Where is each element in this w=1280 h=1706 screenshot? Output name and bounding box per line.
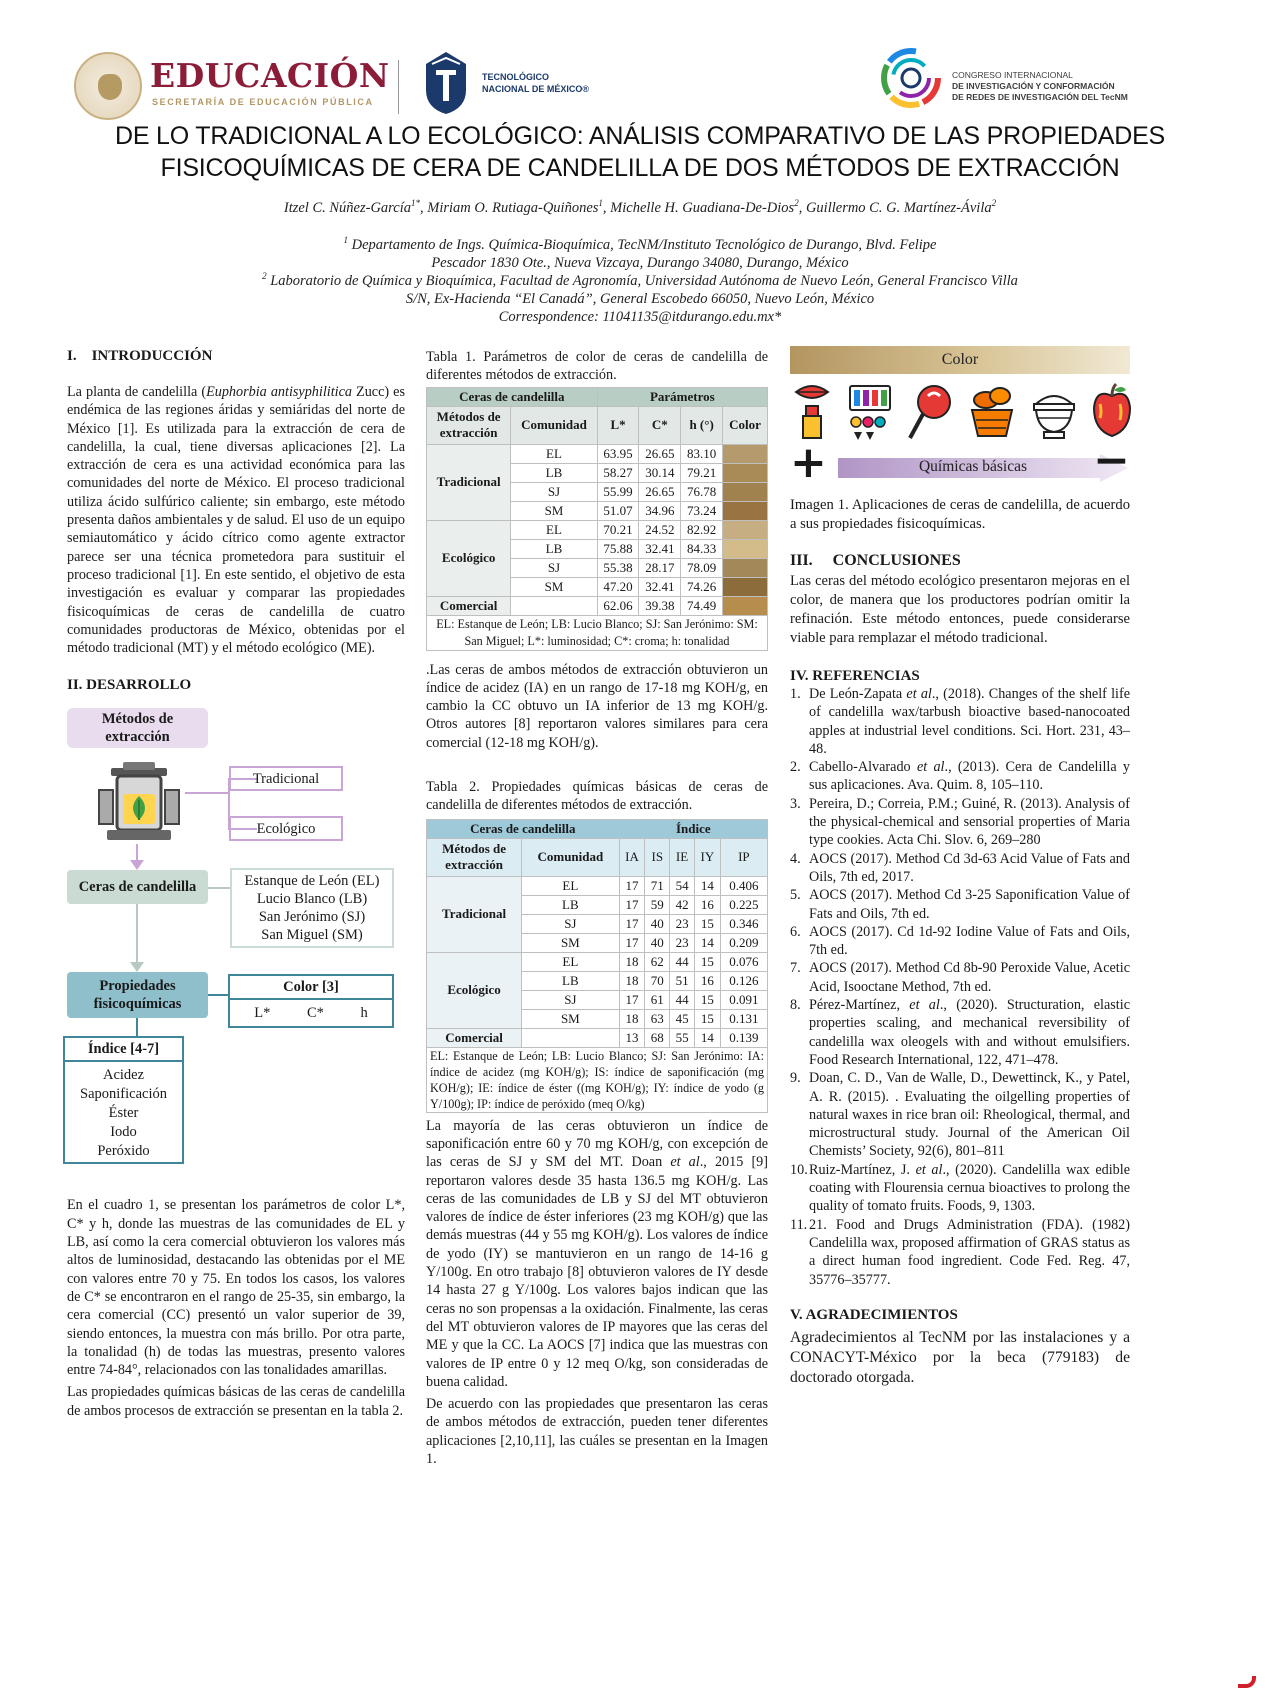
table-cell: LB [522,895,619,914]
table1-header: Métodos de extracción [427,406,511,444]
tradicional-box: Tradicional [229,766,343,791]
table-row [427,596,768,615]
table1-caption: Tabla 1. Parámetros de color de ceras de candelilla de diferentes métodos de extracción. [426,349,768,384]
bread-basket-icon [968,382,1016,442]
table-cell: 14 [694,933,720,952]
table-row [427,444,768,463]
methods-diagram [67,708,407,1168]
table-cell: EL [511,520,597,539]
intro-paragraph: La planta de candelilla (Euphorbia antisyphilitica Zucc) es endémica de las regiones áridas y semiáridas del norte de México [1]. Es utilizada para la extracción de cera de candelilla, la cual, tiene diversas aplicaciones [2]. La extracción de cera es una actividad económica para las comunidades del norte de México. El proceso tradicional utiliza ácido sulfúrico caliente; sin embargo, este método presenta daños ambientales y de salud. El uso de un equipo semiautomático y ácido cítrico como agente extractor parece ser una técnica prometedora para sustituir el proceso tradicional [1]. En este sentido, el objetivo de esta investigación es evaluar y comparar las propiedades fisicoquímicas de ceras de candelilla de cuatro comunidades productoras de México, obtenidas por el método tradicional (MT) y el método ecológico (ME). [67,384,405,657]
tecnm-logo-text: TECNOLÓGICO NACIONAL DE MÉXICO® [482,72,589,94]
color-param: h [360,1005,368,1022]
reference-item: 7. AOCS (2017). Method Cd 8b-90 Peroxide Value, Acetic Acid, Isooctane Method, 7th ed. [790,960,1130,995]
table-row [427,520,768,539]
table1-header: C* [639,406,681,444]
propiedades-box: Propiedades fisicoquímicas [67,972,208,1018]
table2-header: Índice [619,819,767,838]
table-cell: 0.406 [720,876,767,895]
table-cell: 39.38 [639,596,681,615]
table2-header: IA [619,838,645,876]
table-cell: SJ [522,914,619,933]
table-cell: EL [522,952,619,971]
indice-item: Iodo [110,1124,137,1141]
table2-indices [426,819,768,1048]
table-cell: SM [522,1009,619,1028]
table1-color [426,387,768,616]
color-swatch [723,463,768,482]
table-cell: 32.41 [639,577,681,596]
table-cell: 34.96 [639,501,681,520]
color-swatch [723,577,768,596]
table-row [427,952,768,971]
table-cell: 44 [670,990,695,1009]
table-cell: 70 [645,971,670,990]
table-cell: 40 [645,914,670,933]
table-cell: 63.95 [597,444,639,463]
arrow-down-icon [130,962,144,972]
minus-sign: − [1093,435,1130,486]
color-swatch [723,444,768,463]
table-cell: 26.65 [639,444,681,463]
color-gradient-bar: Color [790,346,1130,374]
ecologico-box: Ecológico [229,816,343,841]
table-cell: SM [511,577,597,596]
table-cell: EL [511,444,597,463]
table-cell: 15 [694,952,720,971]
table-cell: 44 [670,952,695,971]
table2-header: IE [670,838,695,876]
table-cell: 78.09 [681,558,723,577]
table2-header: IS [645,838,670,876]
congress-logo-icon [881,46,941,112]
table-cell: 54 [670,876,695,895]
table-cell: 61 [645,990,670,1009]
dish-icon [1030,382,1078,442]
table-cell: SM [522,933,619,952]
connector [136,904,138,966]
table-cell: 45 [670,1009,695,1028]
references-heading: IV. REFERENCIAS [790,668,920,684]
table-cell: 55.38 [597,558,639,577]
table-cell: 47.20 [597,577,639,596]
indice-box [63,1036,184,1164]
apple-icon [1090,382,1134,442]
table-cell: SJ [511,482,597,501]
table1-group: Tradicional [427,444,511,520]
table-cell: 82.92 [681,520,723,539]
ack-text: Agradecimientos al TecNM por las instalaciones y a CONACYT-México por la beca (779183) de doctorado otorgada. [790,1328,1130,1386]
table-cell: LB [511,463,597,482]
table-cell: 79.21 [681,463,723,482]
table-cell: 30.14 [639,463,681,482]
table2-group: Ecológico [427,952,522,1028]
reference-item: 3. Pereira, D.; Correia, P.M.; Guiné, R. (2013). Analysis of the physical-chemical and sensorial properties of Maria type cookies. Acta Chi. Slov. 6, 269–280 [790,795,1130,849]
table1-header: Parámetros [597,387,767,406]
table-cell: 51.07 [597,501,639,520]
table-cell: 14 [694,1028,720,1047]
table-cell: 18 [619,1009,645,1028]
poster-title: DE LO TRADICIONAL A LO ECOLÓGICO: ANÁLISIS COMPARATIVO DE LAS PROPIEDADES FISICOQUÍMICAS DE CERA DE CANDELILLA DE DOS MÉTODOS DE EXTRACCIÓN [114,122,1166,182]
table-cell: 17 [619,914,645,933]
table-row [427,876,768,895]
table-cell: 73.24 [681,501,723,520]
header-logos [74,46,1220,126]
table-cell: 84.33 [681,539,723,558]
color-swatch [723,539,768,558]
table2-group: Tradicional [427,876,522,952]
sep-logo-text: EDUCACIÓN [150,56,390,95]
indice-box-title: Índice [4-7] [65,1038,182,1062]
color-swatch [723,596,768,615]
table-cell: 32.41 [639,539,681,558]
cosmetics-icon [846,382,894,442]
table-cell: EL [522,876,619,895]
author-list: Itzel C. Núñez-García$^{1*}$, Miriam O. Rutiaga-Quiñones$^1$, Michelle H. Guadiana-De-Dios$^2$, Guillermo C. G. Martínez-Ávila$^2$ [283,198,997,216]
table-cell: 0.209 [720,933,767,952]
sep-logo-subtitle: SECRETARÍA DE EDUCACIÓN PÚBLICA [152,97,374,107]
table-cell: SJ [522,990,619,1009]
indice-item: Acidez [102,1067,145,1084]
table-cell: 17 [619,876,645,895]
table2-header: Métodos de extracción [427,838,522,876]
affiliations: $^1$ Departamento de Ings. Química-Bioquímica, TecNM/Instituto Tecnológico de Durango, Blvd. Felipe Pescador 1830 Ote., Nueva Vizcaya, Durango 34080, Durango, México $^2$ Laboratorio de Química y Bioquímica, Facultad de Agronomía, Universidad Autónoma de Nuevo León, General Francisco Villa S/N, Ex-Hacienda “El Canadá”, General Escobedo 66050, Nuevo León, México Correspondence: 11041135@itdurango.edu.mx* [160,236,1120,326]
aplicaciones-paragraph: De acuerdo con las propiedades que presentaron las ceras de ambos métodos de extracción, pueden tener diferentes aplicaciones [2,10,11], las cuáles se presentan en la Imagen 1. [426,1396,768,1468]
reference-item: 8. Pérez-Martínez, et al., (2020). Structuration, elastic properties scaling, and mechanical reversibility of candelilla wax oleogels with and without emulsifiers. Food Research International, 122, 471–478. [790,997,1130,1068]
table-cell: 17 [619,895,645,914]
color-box-title: Color [3] [230,976,392,1000]
table2-note: EL: Estanque de León; LB: Lucio Blanco; SJ: San Jerónimo: IA: índice de acidez (mg KOH/g); IS: índice de saponificación (mg KOH/g); IE: índice de éster ((mg KOH/g); IY: índice de yodo (g Y/100g); IP: índice de peróxido (meq O/kg) [426,1048,768,1113]
column-left [67,348,405,1420]
table2-caption: Tabla 2. Propiedades químicas básicas de ceras de candelilla de diferentes métodos de extracción. [426,779,768,814]
table-cell: 16 [694,971,720,990]
table-cell: LB [522,971,619,990]
ceras-box: Ceras de candelilla [67,870,208,904]
connector [136,1018,138,1036]
table-cell: LB [511,539,597,558]
comunidades-box: Estanque de León (EL) Lucio Blanco (LB) San Jerónimo (SJ) San Miguel (SM) [230,868,394,948]
table-cell: 55 [670,1028,695,1047]
saponificacion-paragraph: La mayoría de las ceras obtuvieron un índice de saponificación entre 60 y 70 mg KOH/g, con excepción de las ceras de SJ y SM del MT. Doan et al., 2015 [9] reportaron valores desde 35 hasta 136.5 mg KOH/g. Las ceras de las comunidades de LB y SJ del MT obtuvieron valores de índice de éster inferiores (23 mg KOH/g) que las demás muestras (44 y 55 mg KOH/g). Los valores de índice de yodo (IY) se mantuvieron en un rango de 14-16 g Y/100g. En otro trabajo [8] obtuvieron valores de IY desde 14 hasta 27 g Y/100g. Los valores bajos indican que las ceras no son propensas a la oxidación. Finalmente, las ceras del MT obtuvieron valores de IP mayores que las ceras del ME y que la CC. La AOCS [7] indica que las muestras con valores de IP entre 0 y 12 meq O/kg, son consideradas de buena calidad. [426,1117,768,1390]
table-cell: 51 [670,971,695,990]
tecnm-logo-icon [422,50,470,116]
congress-logo-text: CONGRESO INTERNACIONAL DE INVESTIGACIÓN Y CONFORMACIÓN DE REDES DE INVESTIGACIÓN DEL TecNM [952,70,1128,102]
methods-box: Métodos de extracción [67,708,208,748]
table-cell: 26.65 [639,482,681,501]
table-cell: 23 [670,933,695,952]
table-cell: 63 [645,1009,670,1028]
color-swatch [723,558,768,577]
table-cell: 70.21 [597,520,639,539]
arrow-down-icon [130,860,144,870]
table-cell: 16 [694,895,720,914]
table1-header: h (°) [681,406,723,444]
reference-item: 9. Doan, C. D., Van de Walle, D., Dewettinck, K., y Patel, A. R. (2015). . Evaluating the oilgelling properties of natural waxes in rice bran oil: Rheological, thermal, and microstructural study. Journal of the American Oil Chemists’ Society, 92(6), 801–811 [790,1070,1130,1160]
indice-item: Peróxido [97,1143,150,1160]
table2-header: Comunidad [522,838,619,876]
column-center [426,348,768,1468]
table-cell: 17 [619,933,645,952]
table-cell: 40 [645,933,670,952]
table2-header: Ceras de candelilla [427,819,620,838]
table-cell: 18 [619,971,645,990]
desarrollo-paragraph-2: Las propiedades químicas básicas de las ceras de candelilla de ambos procesos de extracción se presentan en la tabla 2. [67,1384,405,1419]
table1-header: Ceras de candelilla [427,387,598,406]
connector [208,994,228,996]
corner-mark-icon [1238,1676,1256,1688]
header-divider [398,60,399,114]
references-list [790,685,1130,1289]
table1-group: Ecológico [427,520,511,596]
color-param: L* [254,1005,271,1022]
table1-header: Color [723,406,768,444]
plus-sign: + [790,437,827,488]
conclusions-heading: III. CONCLUSIONES [790,552,961,569]
table2-header: IY [694,838,720,876]
color-swatch [723,482,768,501]
table-cell: 15 [694,1009,720,1028]
reference-item: 10. Ruiz-Martínez, J. et al., (2020). Candelilla wax edible coating with Flourensia cernua bioactives to prolong the quality of tomato fruits. Foods, 9, 1303. [790,1161,1130,1215]
table1-note: EL: Estanque de León; LB: Lucio Blanco; SJ: San Jerónimo: SM: San Miguel; L*: luminosidad; C*: croma; h: tonalidad [426,616,768,651]
color-box [228,974,394,1028]
acidez-paragraph: .Las ceras de ambos métodos de extracción obtuvieron un índice de acidez (IA) en un rango de 17-18 mg KOH/g, en cambio la CC obtuvo un IA inferior de 13 mg KOH/g. Otros autores [8] reportaron valores similares para cera comercial (12-18 mg KOH/g). [426,661,768,751]
image1-caption: Imagen 1. Aplicaciones de ceras de candelilla, de acuerdo a sus propiedades fisicoquímicas. [790,497,1130,532]
applications-icons [790,382,1130,446]
table-cell: 83.10 [681,444,723,463]
intro-heading: I. INTRODUCCIÓN [67,348,213,364]
connector [208,887,230,889]
table-cell: 59 [645,895,670,914]
table-cell: 15 [694,990,720,1009]
reference-item: 2. Cabello-Alvarado et al., (2013). Cera de Candelilla y sus aplicaciones. Ava. Quim. 8, 105–110. [790,759,1131,794]
column-right [790,346,1130,1388]
reference-item: 1. De León-Zapata et al., (2018). Changes of the shelf life of candelilla wax/tarbush bioactive based-nanocoated apples at industrial level conditions. Sci. Hort. 231, 43–48. [790,686,1130,757]
table-cell: 74.49 [681,596,723,615]
table-cell: 13 [619,1028,645,1047]
connector [185,792,229,794]
table-cell: 0.126 [720,971,767,990]
table-cell: 0.131 [720,1009,767,1028]
color-swatch [723,520,768,539]
table-cell: 42 [670,895,695,914]
mexico-seal-icon [74,52,142,120]
table-cell: 62 [645,952,670,971]
table-cell: 24.52 [639,520,681,539]
table-cell: 68 [645,1028,670,1047]
table-cell: 0.076 [720,952,767,971]
table-cell: 71 [645,876,670,895]
color-param: C* [306,1005,324,1022]
reference-item: 5. AOCS (2017). Method Cd 3-25 Saponification Value of Fats and Oils, 7th ed. [790,887,1130,922]
table1-header: L* [597,406,639,444]
lipstick-icon [790,382,834,442]
table-cell: 74.26 [681,577,723,596]
extraction-equipment-icon [97,760,181,844]
table-cell: SJ [511,558,597,577]
indice-item: Saponificación [80,1086,167,1103]
table-cell: 0.346 [720,914,767,933]
quimicas-basicas-row [790,435,1130,488]
reference-item: 4. AOCS (2017). Method Cd 3d-63 Acid Value of Fats and Oils, 7th ed, 2017. [790,850,1130,885]
table-cell: 62.06 [597,596,639,615]
table-cell: 0.139 [720,1028,767,1047]
reference-item: 6. AOCS (2017). Cd 1d-92 Iodine Value of Fats and Oils, 7th ed. [790,923,1130,959]
table-cell: 17 [619,990,645,1009]
conclusions-text: Las ceras del método ecológico presentaron mejoras en el color, de manera que los productores podrían omitir la refinación. Este método entonces, puede considerarse viable para remplazar el método tradicional. [790,573,1130,646]
table-row [427,1028,768,1047]
desarrollo-paragraph-1: En el cuadro 1, se presentan los parámetros de color L*, C* y h, donde las muestras de las comunidades de EL y LB, así como la cera comercial obtuvieron los valores más altos de luminosidad, destacando las obtenidas por el ME con valores entre 70 y 75. En todos los casos, los valores de C* se encontraron en el rango de 25-35, sin embargo, la cera comercial (CC) presentó un valor superior de 39, siendo entonces, la muestra con más brillo. Por otra parte, la tonalidad (h) de todas las muestras, presento valores entre 74-84°, relacionados con las tonalidades amarillas. [67,1197,405,1379]
table-cell: 14 [694,876,720,895]
ack-heading: V. AGRADECIMIENTOS [790,1306,958,1323]
table-cell: 15 [694,914,720,933]
table-cell: 0.225 [720,895,767,914]
table-cell: 18 [619,952,645,971]
lollipop-icon [906,382,954,442]
table-cell: 0.091 [720,990,767,1009]
desarrollo-heading: II. DESARROLLO [67,677,192,694]
table1-header: Comunidad [511,406,597,444]
indice-item: Éster [108,1105,139,1122]
quimicas-label: Químicas básicas [918,458,1028,475]
table2-group: Comercial [427,1028,522,1047]
table-cell: SM [511,501,597,520]
table1-group: Comercial [427,596,511,615]
table-cell: 28.17 [639,558,681,577]
correspondence: Correspondence: 11041135@itdurango.edu.mx* [498,309,782,325]
reference-item: 11. 21. Food and Drugs Administration (FDA). (1982) Candelilla wax, proposed affirmation of GRAS status as a direct human food ingredient. Code Fed. Reg. 47, 35776–35777. [790,1216,1130,1288]
color-swatch [723,501,768,520]
table2-header: IP [720,838,767,876]
table-cell: 23 [670,914,695,933]
table-cell: 58.27 [597,463,639,482]
table-cell: 75.88 [597,539,639,558]
table-cell: 76.78 [681,482,723,501]
table-cell: 55.99 [597,482,639,501]
